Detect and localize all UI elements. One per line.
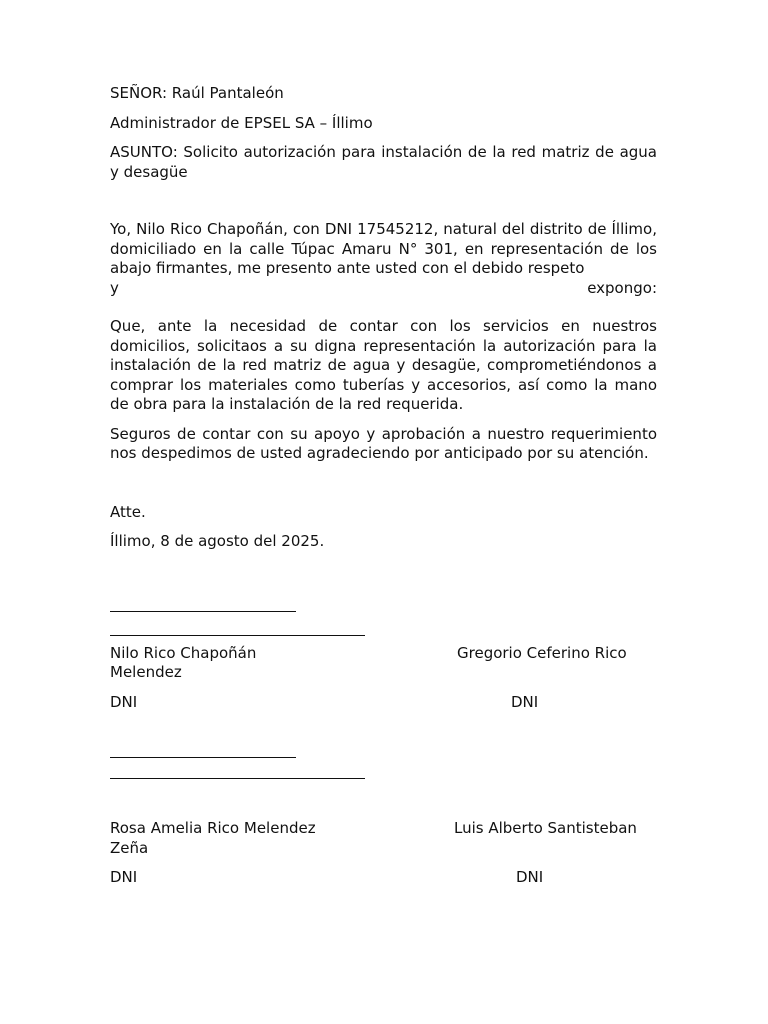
signer-id-left: DNI xyxy=(110,692,138,711)
request-paragraph: Que, ante la necesidad de contar con los servicios en nuestros domicilios, solicitaos a su digna representación la autorización para la instalación de la red matriz de agua y desagüe, comprometiéndonos a comprar los materiales como tuberías y accesorios, así como la mano de obra para la instalación de la red requerida. xyxy=(110,317,657,413)
intro-paragraph xyxy=(110,220,657,298)
signature-block-2 xyxy=(110,757,657,888)
letter-document xyxy=(110,84,657,888)
position-line: Administrador de EPSEL SA – Íllimo xyxy=(110,113,373,132)
signer-id-right: DNI xyxy=(511,692,539,711)
place-date-line: Íllimo, 8 de agosto del 2025. xyxy=(110,532,325,550)
intro-text: Yo, Nilo Rico Chapoñán, con DNI 17545212, natural del distrito de Íllimo, domiciliado en la calle Túpac Amaru N° 301, en representación de los abajo firmantes, me presento ante usted con el debido respeto xyxy=(110,220,657,277)
signature-rule-short xyxy=(110,757,296,758)
closing-paragraph: Seguros de contar con su apoyo y aprobación a nuestro requerimiento nos despedimos de usted agradeciendo por anticipado por su atención. xyxy=(110,424,657,462)
signer-name-right: Luis Alberto Santisteban xyxy=(454,819,637,837)
signature-block-1 xyxy=(110,611,657,713)
intro-last-line: y expongo: xyxy=(110,278,657,297)
signature-rule-long xyxy=(110,778,365,779)
signature-names-row xyxy=(110,819,657,839)
signer-id-left: DNI xyxy=(110,868,138,886)
signer-name-continuation: Zeña xyxy=(110,838,149,857)
signature-rule-short xyxy=(110,611,296,612)
subject-line: ASUNTO: Solicito autorización para instalación de la red matriz de agua y desagüe xyxy=(110,143,657,181)
signature-rule-long xyxy=(110,635,365,636)
signer-name-left: Nilo Rico Chapoñán xyxy=(110,643,257,662)
signature-id-row xyxy=(110,868,657,888)
signer-id-right: DNI xyxy=(516,868,544,886)
recipient-line: SEÑOR: Raúl Pantaleón xyxy=(110,84,284,102)
signature-id-row xyxy=(110,693,657,713)
signature-names-row xyxy=(110,644,657,664)
atte-line: Atte. xyxy=(110,502,146,521)
signer-name-left: Rosa Amelia Rico Melendez xyxy=(110,819,316,837)
signer-name-right: Gregorio Ceferino Rico xyxy=(457,643,627,662)
signer-name-continuation: Melendez xyxy=(110,663,182,681)
